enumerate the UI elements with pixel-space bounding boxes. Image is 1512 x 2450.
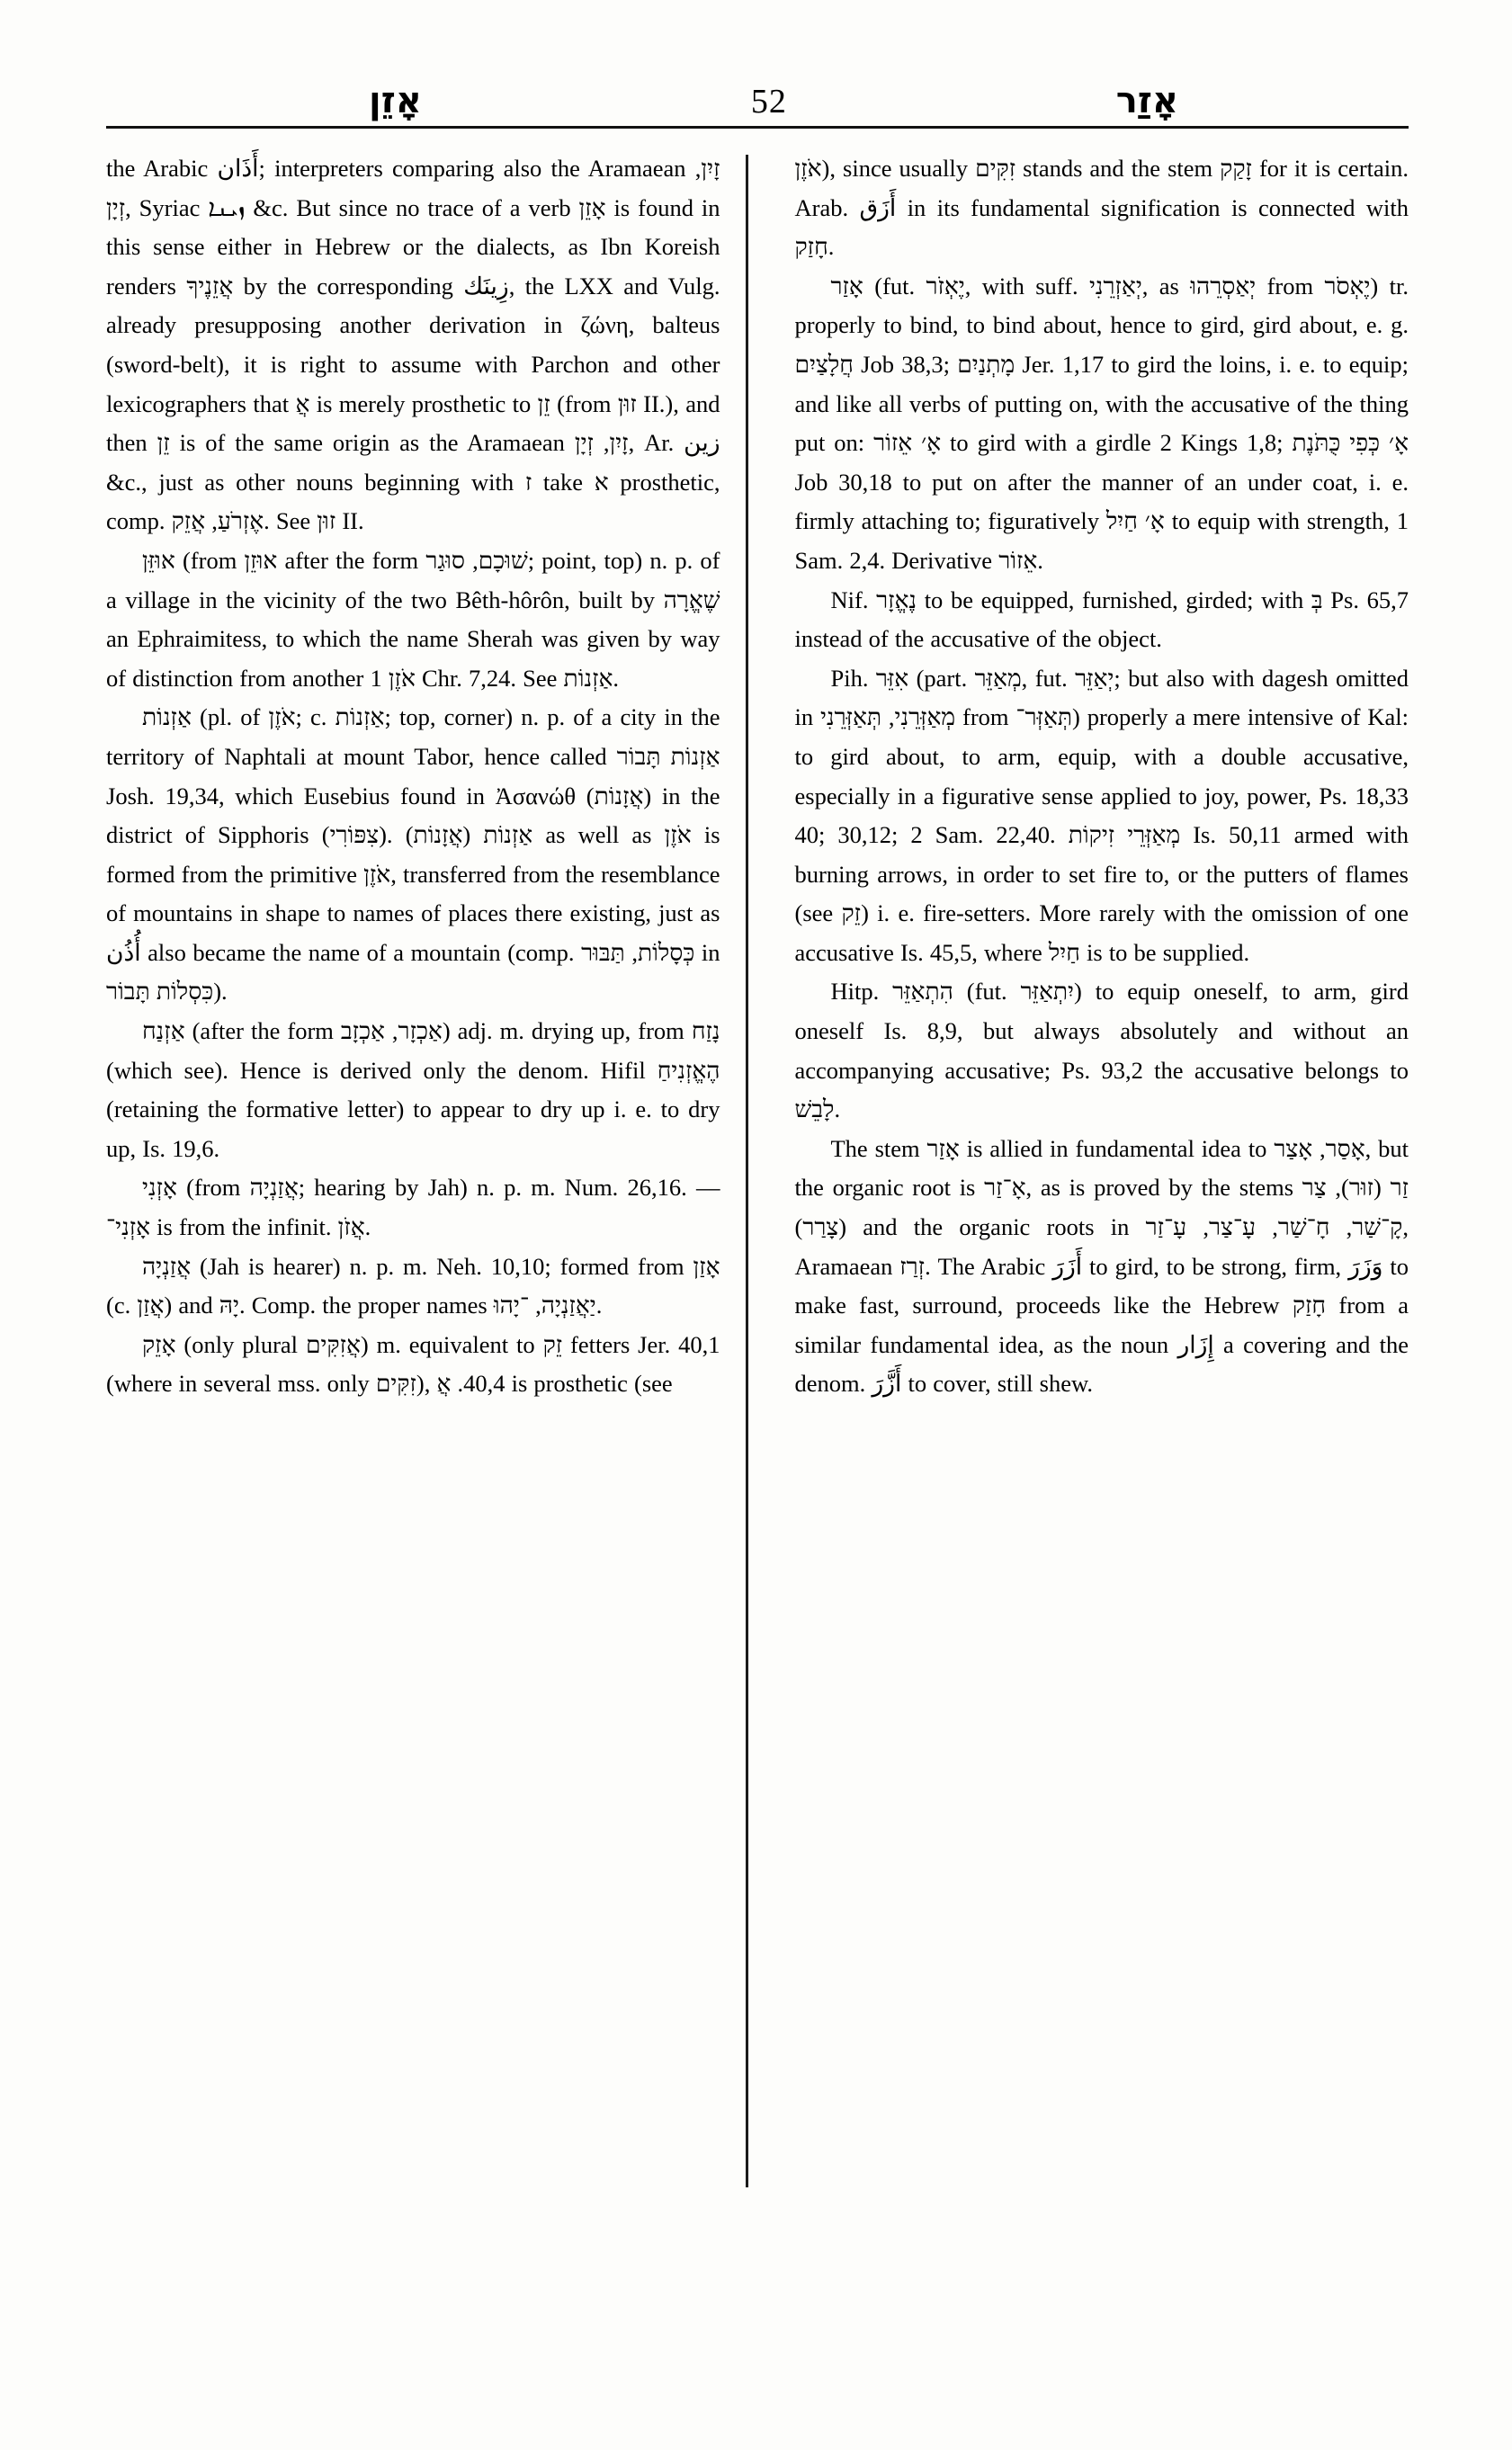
header-right-catchword: אָזַר bbox=[1115, 80, 1178, 121]
running-head bbox=[108, 56, 1403, 119]
entry-azni: אָזְנִי (from אֲזַנְיָה; hearing by Jah) n. p. m. Num. 26,16. — אָזְנִי־ is from the infinit. אֲזֹן. bbox=[106, 1174, 720, 1241]
entry-azen-continued: the Arabic أَذَان; interpreters comparing also the Aramaean זָיִן, זְיָן, Syriac ܙܝܢܐ &c. But since no trace of a verb אָזֵן is found in this sense either in Hebrew or the dialects, as Ibn Koreish renders אֲזֵנֶיךָ by the corresponding زِينَك, the LXX and Vulg. already presupposing another derivation in ζώνη, balteus (sword-belt), it is right to assume with Parchon and other lexicographers that אֲ is merely prosthetic to זֵן (from זוּן II.), and then זֵן is of the same origin as the Aramaean זָיִן, זְיָן, Ar. زين &c., just as other nouns beginning with ז take א prosthetic, comp. אֶזְרֹעַ, אֲזֵק. See זוּן II. bbox=[106, 155, 720, 535]
right-column bbox=[759, 149, 1409, 2344]
entry-azanyah: אֲזַנְיָה (Jah is hearer) n. p. m. Neh. 10,10; formed from אָזַן (c. אֲזַן) and יָהּ. Comp. the proper names יַאֲזַנְיָה, ־יָהוּ. bbox=[106, 1252, 720, 1319]
entry-aznach: אַזְנַח (after the form אַכְזָר, אַכְזָב) adj. m. drying up, from נָזַח (which see). Hence is derived only the denom. Hifil הֶאֱזְנִיחַ (retaining the formative letter) to appear to dry up i. e. to dry up, Is. 19,6. bbox=[106, 1017, 720, 1162]
header-left-catchword: אָזֵן bbox=[369, 80, 422, 121]
entry-piel: Pih. אִזֵּר (part. מְאַזֵּר, fut. יְאַזֵּר; but also with dagesh omitted in מְאַזְּרֵנִי, תְּאַזְּרֵנִי from תְּאַזְּר־) properly a mere intensive of Kal: to gird about, to arm, equip, with a double accusative, especially in a figurative sense applied to joy, power, Ps. 18,33 40; 30,12; 2 Sam. 22,40. מְאַזְּרֵי זִיקוֹת Is. 50,11 armed with burning arrows, in order to set fire to, or the putters of flames (see זֵק) i. e. fire-setters. More rarely with the omission of one accusative Is. 45,5, where חַיִל is to be supplied. bbox=[794, 664, 1409, 966]
column-divider-rule bbox=[746, 155, 748, 2187]
entry-stem-note: The stem אָזַר is allied in fundamental idea to אָסַר, אָצַר, but the organic root is אָ־זַר, as is proved by the stems זַר (זוּר), צַר (צָרַר) and the organic roots in קָ־שַׁר, חָ־שַׁר, עָ־צַר, עָ־זַר, Aramaean זְרַז. The Arabic أَزَرَ to gird, to be strong, firm, وَزَرَ to make fast, surround, proceeds like the Hebrew חָזַק from a similar fundamental idea, as the noun إِزَار a covering and the denom. أَزَّرَ to cover, still shew. bbox=[794, 1134, 1409, 1398]
entry-ziq-continued: אֹזֶן), since usually זִקִּים stands and the stem זָקַק for it is certain. Arab. أَزَق in its fundamental signification is connected with חָזַק. bbox=[794, 155, 1409, 261]
entry-azar: אָזַר (fut. יֶאְזֹר, with suff. יְאַזְרֵנִי, as יְאַסְרֵהוּ from יֶאְסֹר) tr. properly to bind, to bind about, hence to gird, gird about, e. g. חֲלָצַיִם Job 38,3; מָתְנַיִם Jer. 1,17 to gird the loins, i. e. to equip; and like all verbs of putting on, with the accusative of the thing put on: אָ׳ אֵזוֹר to gird with a girdle 2 Kings 1,8; אָ׳ כְּפִי כֻּתֹּנֶת Job 30,18 to put on after the manner of an under coat, i. e. firmly attaching to; figuratively אָ׳ חַיִל to equip with strength, 1 Sam. 2,4. Derivative אֵזוֹר. bbox=[794, 272, 1409, 574]
header-rule bbox=[106, 126, 1409, 129]
left-column bbox=[106, 149, 735, 2344]
entry-ziq: אָזֵק (only plural אֲזִקִּים) m. equivalent to זֵק fetters Jer. 40,1 (where in several mss. only זִקִּים), 40,4. אֲ is prosthetic (see bbox=[106, 1330, 720, 1398]
entry-hitpael: Hitp. הִתְאַזֵּר (fut. יִתְאַזֵּר) to equip oneself, to arm, gird oneself Is. 8,9, but always absolutely and without an accompanying accusative; Ps. 93,2 the accusative belongs to לָבֵשׁ. bbox=[794, 978, 1409, 1123]
text-columns bbox=[106, 149, 1409, 2344]
entry-aznoth: אַזְנוֹת (pl. of אֹזֶן; c. אַזְנוֹת; top, corner) n. p. of a city in the territory of Naphtali at mount Tabor, hence called אַזְנוֹת תָּבוֹר Josh. 19,34, which Eusebius found in Ἀσανώθ (אֲזָנוֹת) in the district of Sipphoris (צִפּוֹרִי). אַזְנוֹת (אֲזָנוֹת) as well as אֹזֶן is formed from the primitive אֹזֶן, transferred from the resemblance of mountains in shape to names of places there existing, just as أُذُن also became the name of a mountain (comp. כְּסָלוֹת, תַּבּוּר in כִּסְלוֹת תָּבוֹר). bbox=[106, 703, 720, 1006]
page-number: 52 bbox=[750, 83, 787, 121]
entry-nifal: Nif. נֶאֱזָר to be equipped, furnished, girded; with בְּ Ps. 65,7 instead of the accusative of the object. bbox=[794, 586, 1409, 653]
entry-uzzen-sheerah: אוּזֵּן (from אוּזֵן after the form שׁוּכָם, סוּגַר; point, top) n. p. of a village in the vicinity of the two Bêth-hôrôn, built by שֶׁאֱרָה an Ephraimitess, to which the name Sherah was given by way of distinction from another אֹזֶן 1 Chr. 7,24. See אַזְנוֹת. bbox=[106, 546, 720, 692]
